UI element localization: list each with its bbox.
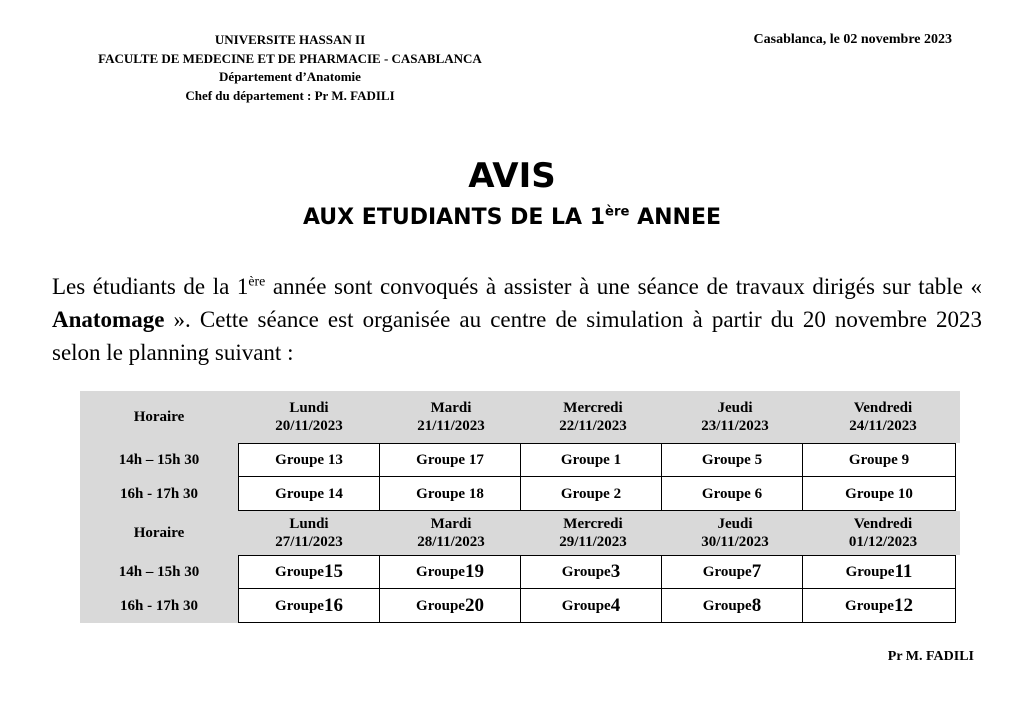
group-cell: Groupe 1 [520, 443, 662, 477]
notice-subtitle [0, 203, 1024, 233]
day-header [380, 511, 522, 555]
day-date: 24/11/2023 [849, 418, 917, 434]
group-cell [238, 588, 380, 623]
group-cell: Groupe 9 [802, 443, 956, 477]
day-name: Vendredi [853, 400, 913, 416]
day-header [522, 511, 664, 555]
horaire-header: Horaire [80, 391, 238, 443]
date-line: Casablanca, le 02 novembre 2023 [753, 32, 952, 47]
group-cell: Groupe 18 [379, 476, 521, 511]
week1-slot1-row [80, 443, 974, 477]
day-name: Lundi [289, 400, 329, 416]
subtitle-post: ANNEE [629, 205, 722, 230]
day-name: Mardi [430, 400, 472, 416]
week2-slot1-row [80, 555, 974, 589]
group-label: Groupe [845, 597, 894, 614]
group-label: Groupe [275, 597, 324, 614]
group-cell: Groupe 14 [238, 476, 380, 511]
group-cell [379, 588, 521, 623]
schedule-table [80, 391, 974, 623]
body-part-1: Les étudiants de la 1 [52, 274, 249, 299]
day-name: Mardi [430, 516, 472, 532]
group-cell: Groupe 17 [379, 443, 521, 477]
group-number: 16 [323, 594, 343, 616]
day-header [380, 391, 522, 443]
week1-slot2-row [80, 477, 974, 511]
anatomage-term: Anatomage [52, 307, 165, 332]
group-label: Groupe [561, 564, 611, 580]
day-date: 28/11/2023 [417, 534, 485, 550]
group-cell [238, 555, 380, 589]
horaire-header: Horaire [80, 511, 238, 555]
group-cell [520, 588, 662, 623]
day-date: 20/11/2023 [275, 418, 343, 434]
group-cell: Groupe 6 [661, 476, 803, 511]
day-name: Lundi [289, 516, 329, 532]
day-header [806, 391, 960, 443]
group-label: Groupe [275, 564, 324, 580]
group-cell: Groupe 13 [238, 443, 380, 477]
notice-body [52, 270, 982, 369]
body-part-2: année sont convoqués à assister à une séance de travaux dirigés sur table « [265, 274, 982, 299]
group-cell [661, 555, 803, 589]
group-label: Groupe [416, 564, 465, 580]
institution-header [40, 31, 540, 105]
group-number: 11 [894, 561, 913, 582]
group-cell [379, 555, 521, 589]
department-name: Département d’Anatomie [219, 69, 361, 84]
day-name: Mercredi [563, 400, 623, 416]
day-date: 01/12/2023 [848, 534, 918, 550]
group-number: 20 [464, 594, 484, 616]
department-head: Chef du département : Pr M. FADILI [185, 87, 395, 103]
group-number: 12 [893, 594, 913, 616]
group-label: Groupe [702, 564, 752, 580]
body-part-3: ». Cette séance est organisée au centre de simulation à partir du 20 novembre 2023 selon le planning suivant : [52, 307, 982, 365]
group-label: Groupe [845, 564, 895, 580]
group-label: Groupe [561, 597, 611, 614]
group-number: 15 [323, 561, 343, 582]
day-header [522, 391, 664, 443]
day-date: 23/11/2023 [701, 418, 769, 434]
day-header [238, 511, 380, 555]
time-slot: 14h – 15h 30 [80, 443, 238, 477]
subtitle-pre: AUX ETUDIANTS DE LA 1 [302, 205, 606, 230]
group-cell [802, 588, 956, 623]
time-slot: 16h - 17h 30 [80, 477, 238, 511]
group-number: 8 [751, 594, 762, 616]
group-cell: Groupe 2 [520, 476, 662, 511]
group-number: 19 [464, 561, 484, 582]
day-header [664, 391, 806, 443]
week2-slot2-row [80, 589, 974, 623]
time-slot: 14h – 15h 30 [80, 555, 238, 589]
group-number: 3 [610, 561, 621, 582]
week1-header-row [80, 391, 974, 443]
day-header [806, 511, 960, 555]
time-slot: 16h - 17h 30 [80, 589, 238, 623]
group-cell [661, 588, 803, 623]
group-cell [802, 555, 956, 589]
faculty-name: FACULTE DE MEDECINE ET DE PHARMACIE - CASABLANCA [98, 50, 482, 66]
group-number: 7 [751, 561, 762, 582]
week2-header-row [80, 511, 974, 555]
group-label: Groupe [702, 597, 752, 614]
university-name: UNIVERSITE HASSAN II [214, 32, 366, 47]
group-label: Groupe [416, 597, 465, 614]
body-sup: ère [248, 273, 266, 289]
subtitle-sup: ère [605, 204, 630, 220]
day-name: Mercredi [563, 516, 623, 532]
group-cell [520, 555, 662, 589]
group-cell: Groupe 10 [802, 476, 956, 511]
day-name: Vendredi [853, 516, 913, 532]
day-date: 30/11/2023 [701, 534, 769, 550]
group-cell: Groupe 5 [661, 443, 803, 477]
day-date: 27/11/2023 [275, 534, 343, 550]
day-date: 29/11/2023 [559, 534, 627, 550]
day-name: Jeudi [717, 516, 753, 532]
day-name: Jeudi [717, 400, 753, 416]
day-date: 21/11/2023 [417, 418, 485, 434]
day-date: 22/11/2023 [559, 418, 627, 434]
signature: Pr M. FADILI [887, 649, 974, 664]
day-header [664, 511, 806, 555]
day-header [238, 391, 380, 443]
group-number: 4 [610, 594, 621, 616]
notice-title: AVIS [468, 156, 556, 196]
